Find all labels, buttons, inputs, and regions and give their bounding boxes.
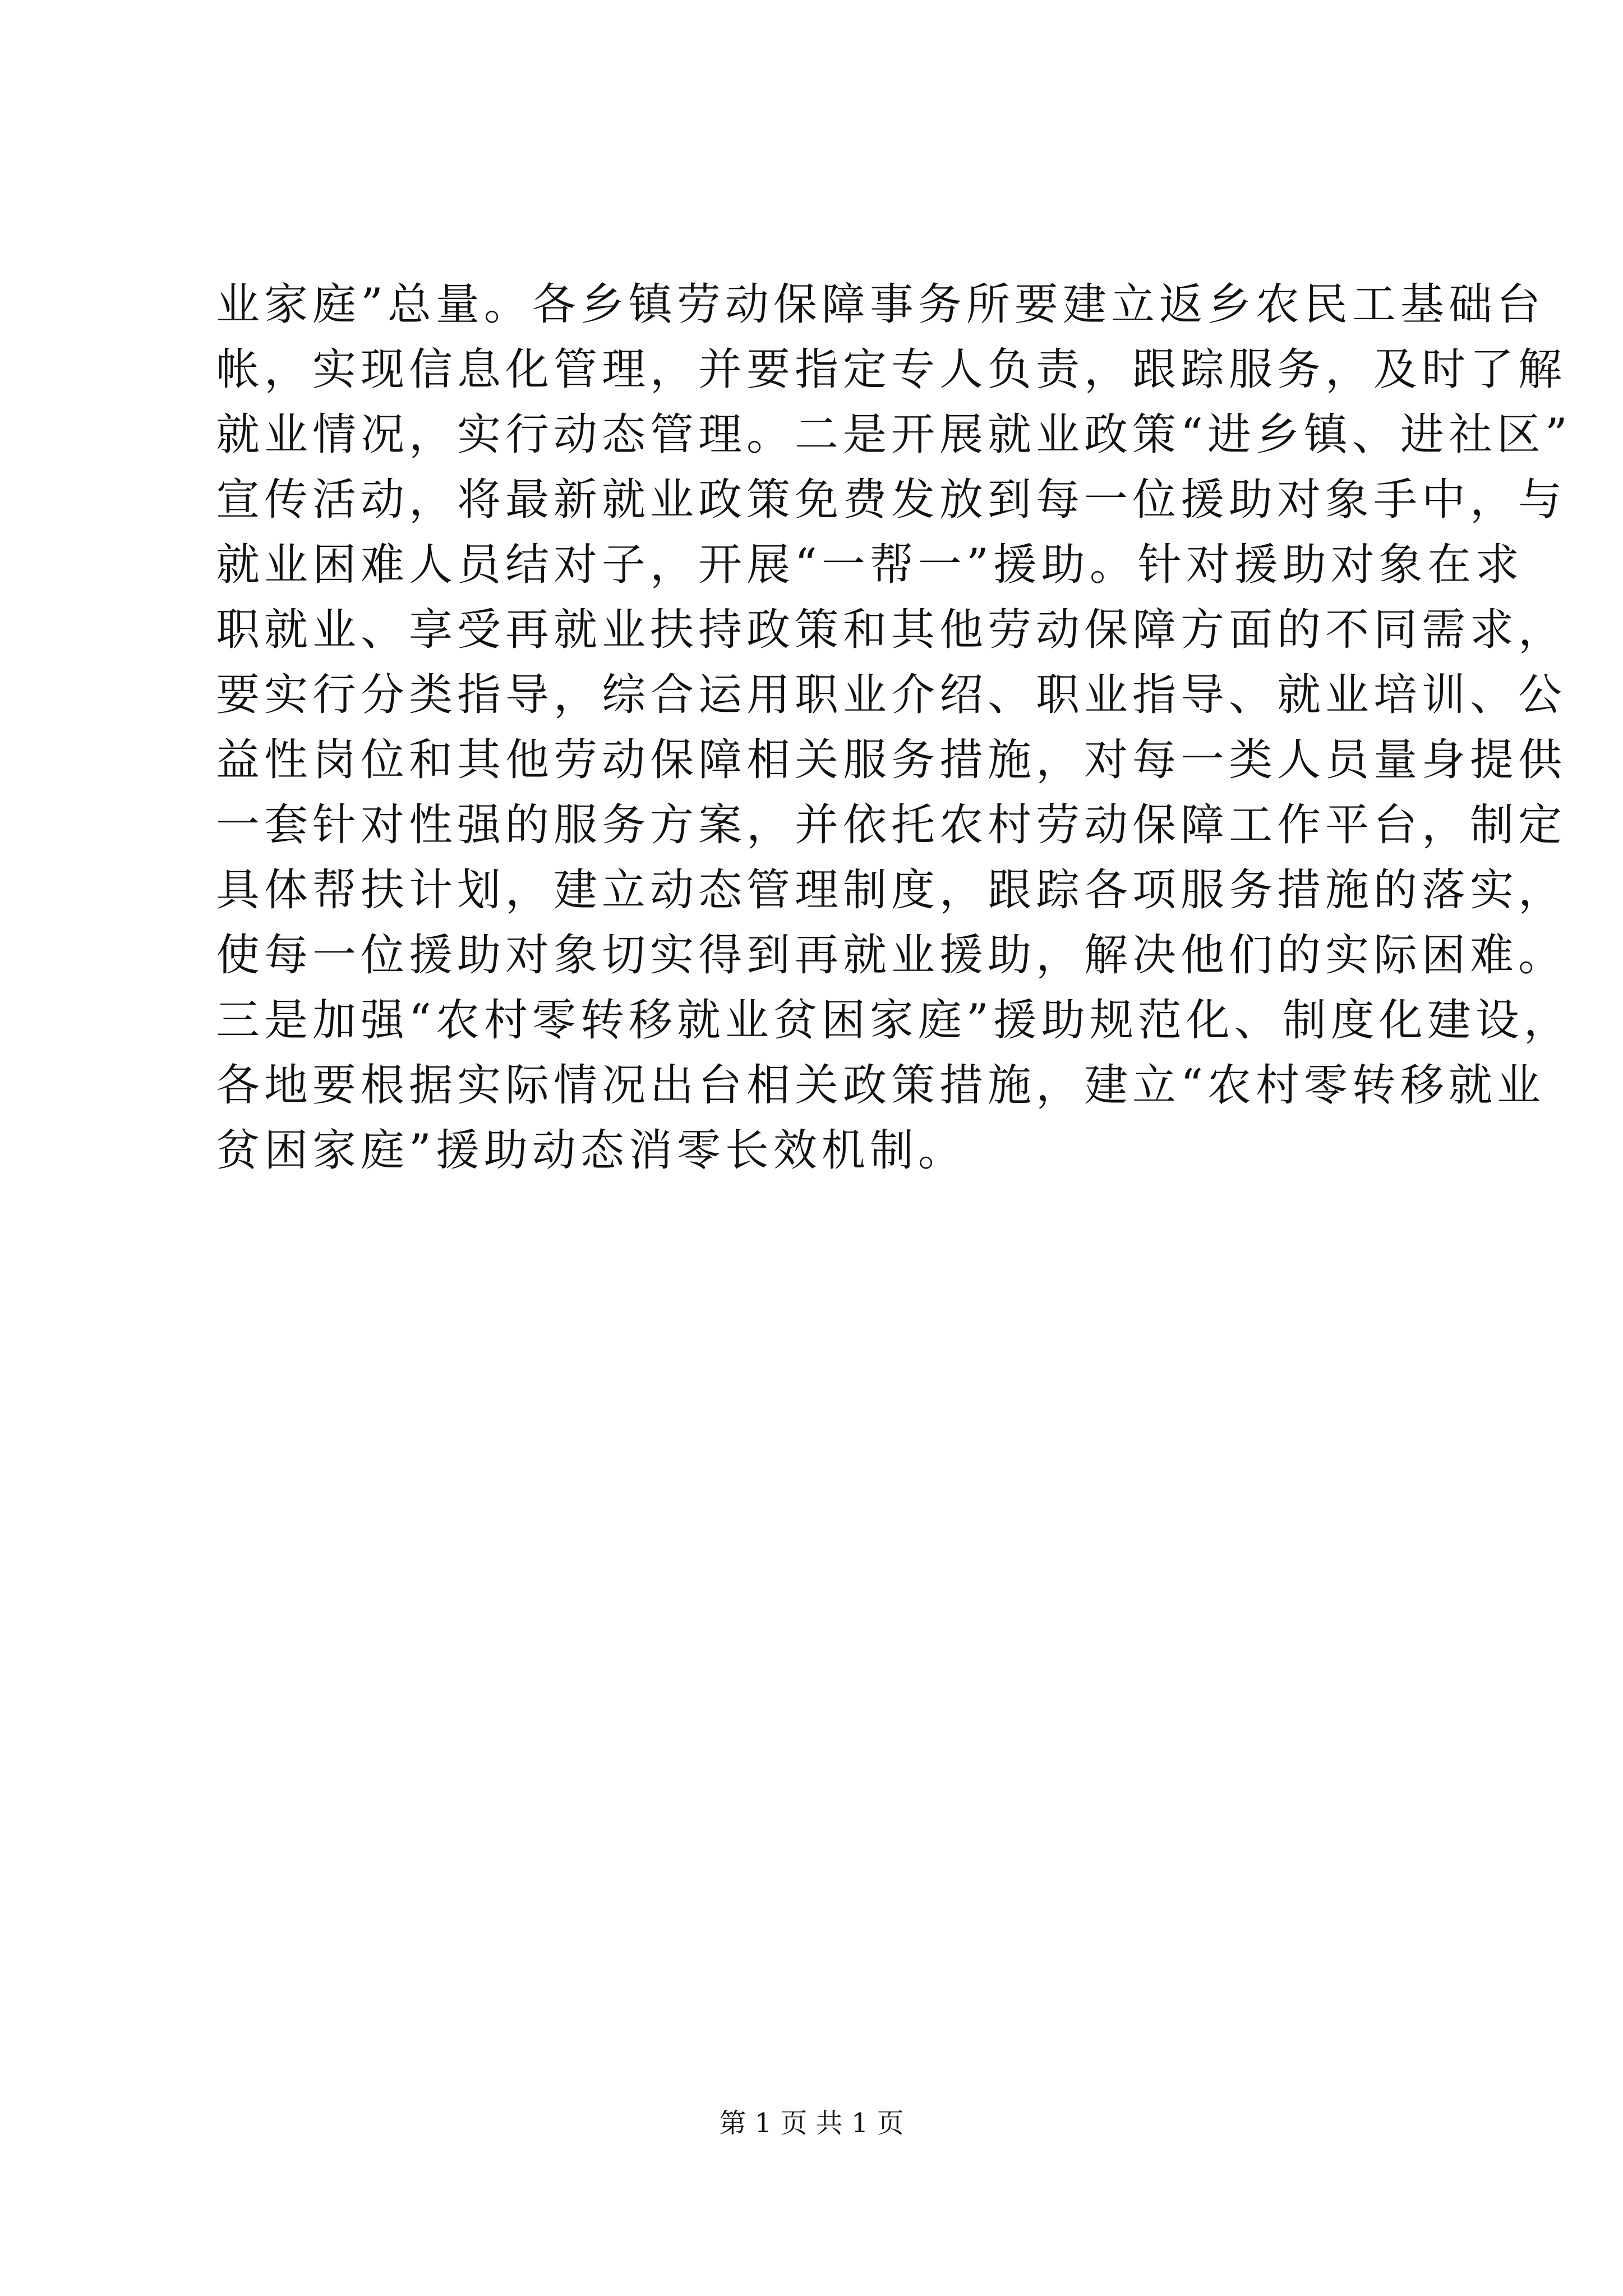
text-line: 职就业、享受再就业扶持政策和其他劳动保障方面的不同需求，	[216, 605, 1567, 655]
text-line: 具体帮扶计划，建立动态管理制度，跟踪各项服务措施的落实，	[216, 865, 1567, 915]
text-line: 宣传活动，将最新就业政策免费发放到每一位援助对象手中，与	[216, 475, 1567, 525]
text-line: 三是加强“农村零转移就业贫困家庭”援助规范化、制度化建设，	[216, 995, 1572, 1046]
text-line: 益性岗位和其他劳动保障相关服务措施，对每一类人员量身提供	[216, 735, 1567, 785]
text-line: 就业情况，实行动态管理。二是开展就业政策“进乡镇、进社区”	[216, 409, 1572, 460]
page-footer	[0, 2106, 1623, 2140]
text-line: 贫困家庭”援助动态消零长效机制。	[216, 1125, 966, 1176]
page-number-label: 第 1 页 共 1 页	[719, 2108, 904, 2139]
text-line: 就业困难人员结对子，开展“一帮一”援助。针对援助对象在求	[216, 540, 1524, 590]
text-line: 要实行分类指导，综合运用职业介绍、职业指导、就业培训、公	[216, 670, 1567, 720]
text-line: 帐，实现信息化管理，并要指定专人负责，跟踪服务，及时了解	[216, 344, 1567, 395]
body-paragraph	[216, 272, 1572, 1183]
text-line: 各地要根据实际情况出台相关政策措施，建立“农村零转移就业	[216, 1060, 1545, 1111]
text-line: 使每一位援助对象切实得到再就业援助，解决他们的实际困难。	[216, 930, 1567, 981]
text-line: 一套针对性强的服务方案，并依托农村劳动保障工作平台，制定	[216, 800, 1567, 850]
text-line: 业家庭”总量。各乡镇劳动保障事务所要建立返乡农民工基础台	[216, 279, 1545, 330]
